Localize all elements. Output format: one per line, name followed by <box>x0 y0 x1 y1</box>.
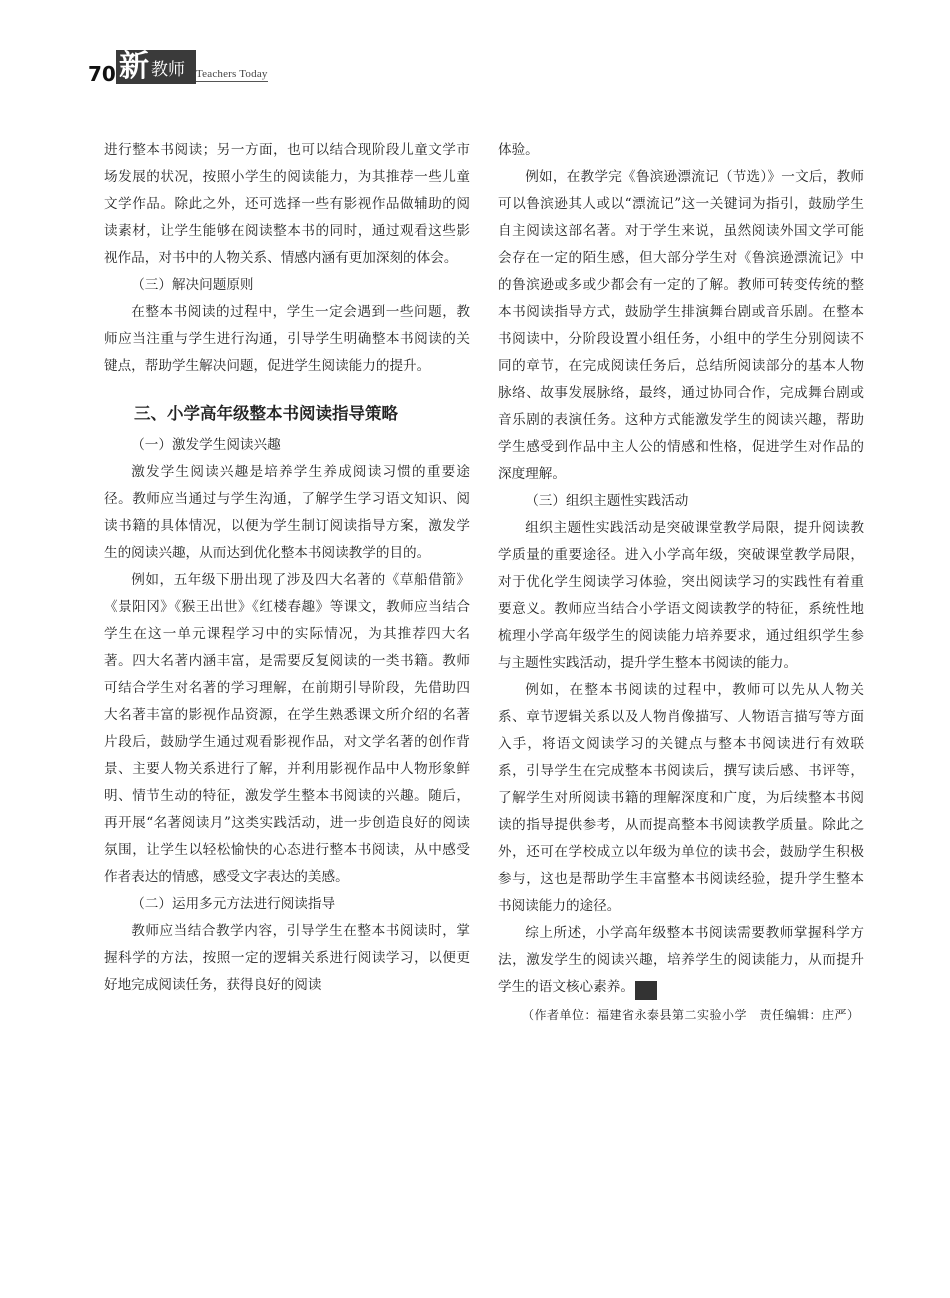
paragraph: 教师应当结合教学内容，引导学生在整本书阅读时，掌握科学的方法，按照一定的逻辑关系进行阅读学习，以便更好地完成阅读任务，获得良好的阅读 <box>104 923 470 993</box>
paragraph: 在整本书阅读的过程中，学生一定会遇到一些问题，教师应当注重与学生进行沟通，引导学生明确整本书阅读的关键点，帮助学生解决问题，促进学生阅读能力的提升。 <box>104 304 470 374</box>
conclusion-text: 综上所述，小学高年级整本书阅读需要教师掌握科学方法，激发学生的阅读兴趣，培养学生的阅读能力，从而提升学生的语文核心素养。 <box>498 925 864 995</box>
subheading: （三）组织主题性实践活动 <box>525 493 689 509</box>
paragraph: 例如，五年级下册出现了涉及四大名著的《草船借箭》《景阳冈》《猴王出世》《红楼春趣》等课文，教师应当结合学生在这一单元课程学习中的实际情况，为其推荐四大名著。四大名著内涵丰富，是需要反复阅读的一类书籍。教师可结合学生对名著的学习理解，在前期引导阶段，先借助四大名著丰富的影视作品资源，在学生熟悉课文所介绍的名著片段后，鼓励学生通过观看影视作品，对文学名著的创作背景、主要人物关系进行了解，并利用影视作品中人物形象鲜明、情节生动的特征，激发学生整本书阅读的兴趣。随后，再开展“名著阅读月”这类实践活动，进一步创造良好的阅读氛围，让学生以轻松愉快的心态进行整本书阅读，从中感受作者表达的情感，感受文字表达的美感。 <box>104 572 470 885</box>
section-title: 三、小学高年级整本书阅读指导策略 <box>134 404 398 423</box>
left-column <box>104 137 470 999</box>
paragraph: 例如，在教学完《鲁滨逊漂流记（节选）》一文后，教师可以鲁滨逊其人或以“漂流记”这一关键词为指引，鼓励学生自主阅读这部名著。对于学生来说，虽然阅读外国文学可能会存在一定的陌生感，但大部分学生对《鲁滨逊漂流记》中的鲁滨逊或多或少都会有一定的了解。教师可转变传统的整本书阅读指导方式，鼓励学生排演舞台剧或音乐剧。在整本书阅读中，分阶段设置小组任务，小组中的学生分别阅读不同的章节，在完成阅读任务后，总结所阅读部分的基本人物脉络、故事发展脉络，最终，通过协同合作，完成舞台剧或音乐剧的表演任务。这种方式能激发学生的阅读兴趣，帮助学生感受到作品中主人公的情感和性格，促进学生对作品的深度理解。 <box>498 169 864 482</box>
author-note: （作者单位：福建省永泰县第二实验小学 责任编辑：庄严） <box>522 1008 860 1022</box>
right-column <box>498 137 864 1027</box>
paragraph: 例如，在整本书阅读的过程中，教师可以先从人物关系、章节逻辑关系以及人物肖像描写、人物语言描写等方面入手，将语文阅读学习的关键点与整本书阅读进行有效联系，引导学生在完成整本书阅读后，撰写读后感、书评等，了解学生对所阅读书籍的理解深度和广度，为后续整本书阅读的指导提供参考，从而提高整本书阅读教学质量。除此之外，还可在学校成立以年级为单位的读书会，鼓励学生积极参与，这也是帮助学生丰富整本书阅读经验，提升学生整本书阅读能力的途径。 <box>498 682 864 914</box>
subheading: （二）运用多元方法进行阅读指导 <box>131 896 336 912</box>
logo-english: Teachers Today <box>196 68 268 80</box>
end-mark-icon: 新 <box>635 981 657 1000</box>
paragraph: 进行整本书阅读；另一方面，也可以结合现阶段儿童文学市场发展的状况，按照小学生的阅读能力，为其推荐一些儿童文学作品。除此之外，还可选择一些有影视作品做辅助的阅读素材，让学生能够在阅读整本书的同时，通过观看这些影视作品，对书中的人物关系、情感内涵有更加深刻的体会。 <box>104 142 470 266</box>
subheading: （三）解决问题原则 <box>131 277 254 293</box>
paragraph: 体验。 <box>498 142 539 158</box>
page-number: 70 <box>88 62 116 86</box>
paragraph: 激发学生阅读兴趣是培养学生养成阅读习惯的重要途径。教师应当通过与学生沟通，了解学生学习语文知识、阅读书籍的具体情况，以便为学生制订阅读指导方案，激发学生的阅读兴趣，从而达到优化整本书阅读教学的目的。 <box>104 464 470 561</box>
logo-big-char: 新 <box>119 49 149 84</box>
logo-small-chars: 教师 <box>151 60 185 80</box>
paragraph: 组织主题性实践活动是突破课堂教学局限，提升阅读教学质量的重要途径。进入小学高年级，突破课堂教学局限，对于优化学生阅读学习体验，突出阅读学习的实践性有着重要意义。教师应当结合小学语文阅读教学的特征，系统性地梳理小学高年级学生的阅读能力培养要求，通过组织学生参与主题性实践活动，提升学生整本书阅读的能力。 <box>498 520 864 671</box>
page-header <box>0 0 950 100</box>
conclusion-paragraph <box>498 920 864 1001</box>
journal-logo <box>116 50 196 84</box>
subheading: （一）激发学生阅读兴趣 <box>131 437 281 453</box>
